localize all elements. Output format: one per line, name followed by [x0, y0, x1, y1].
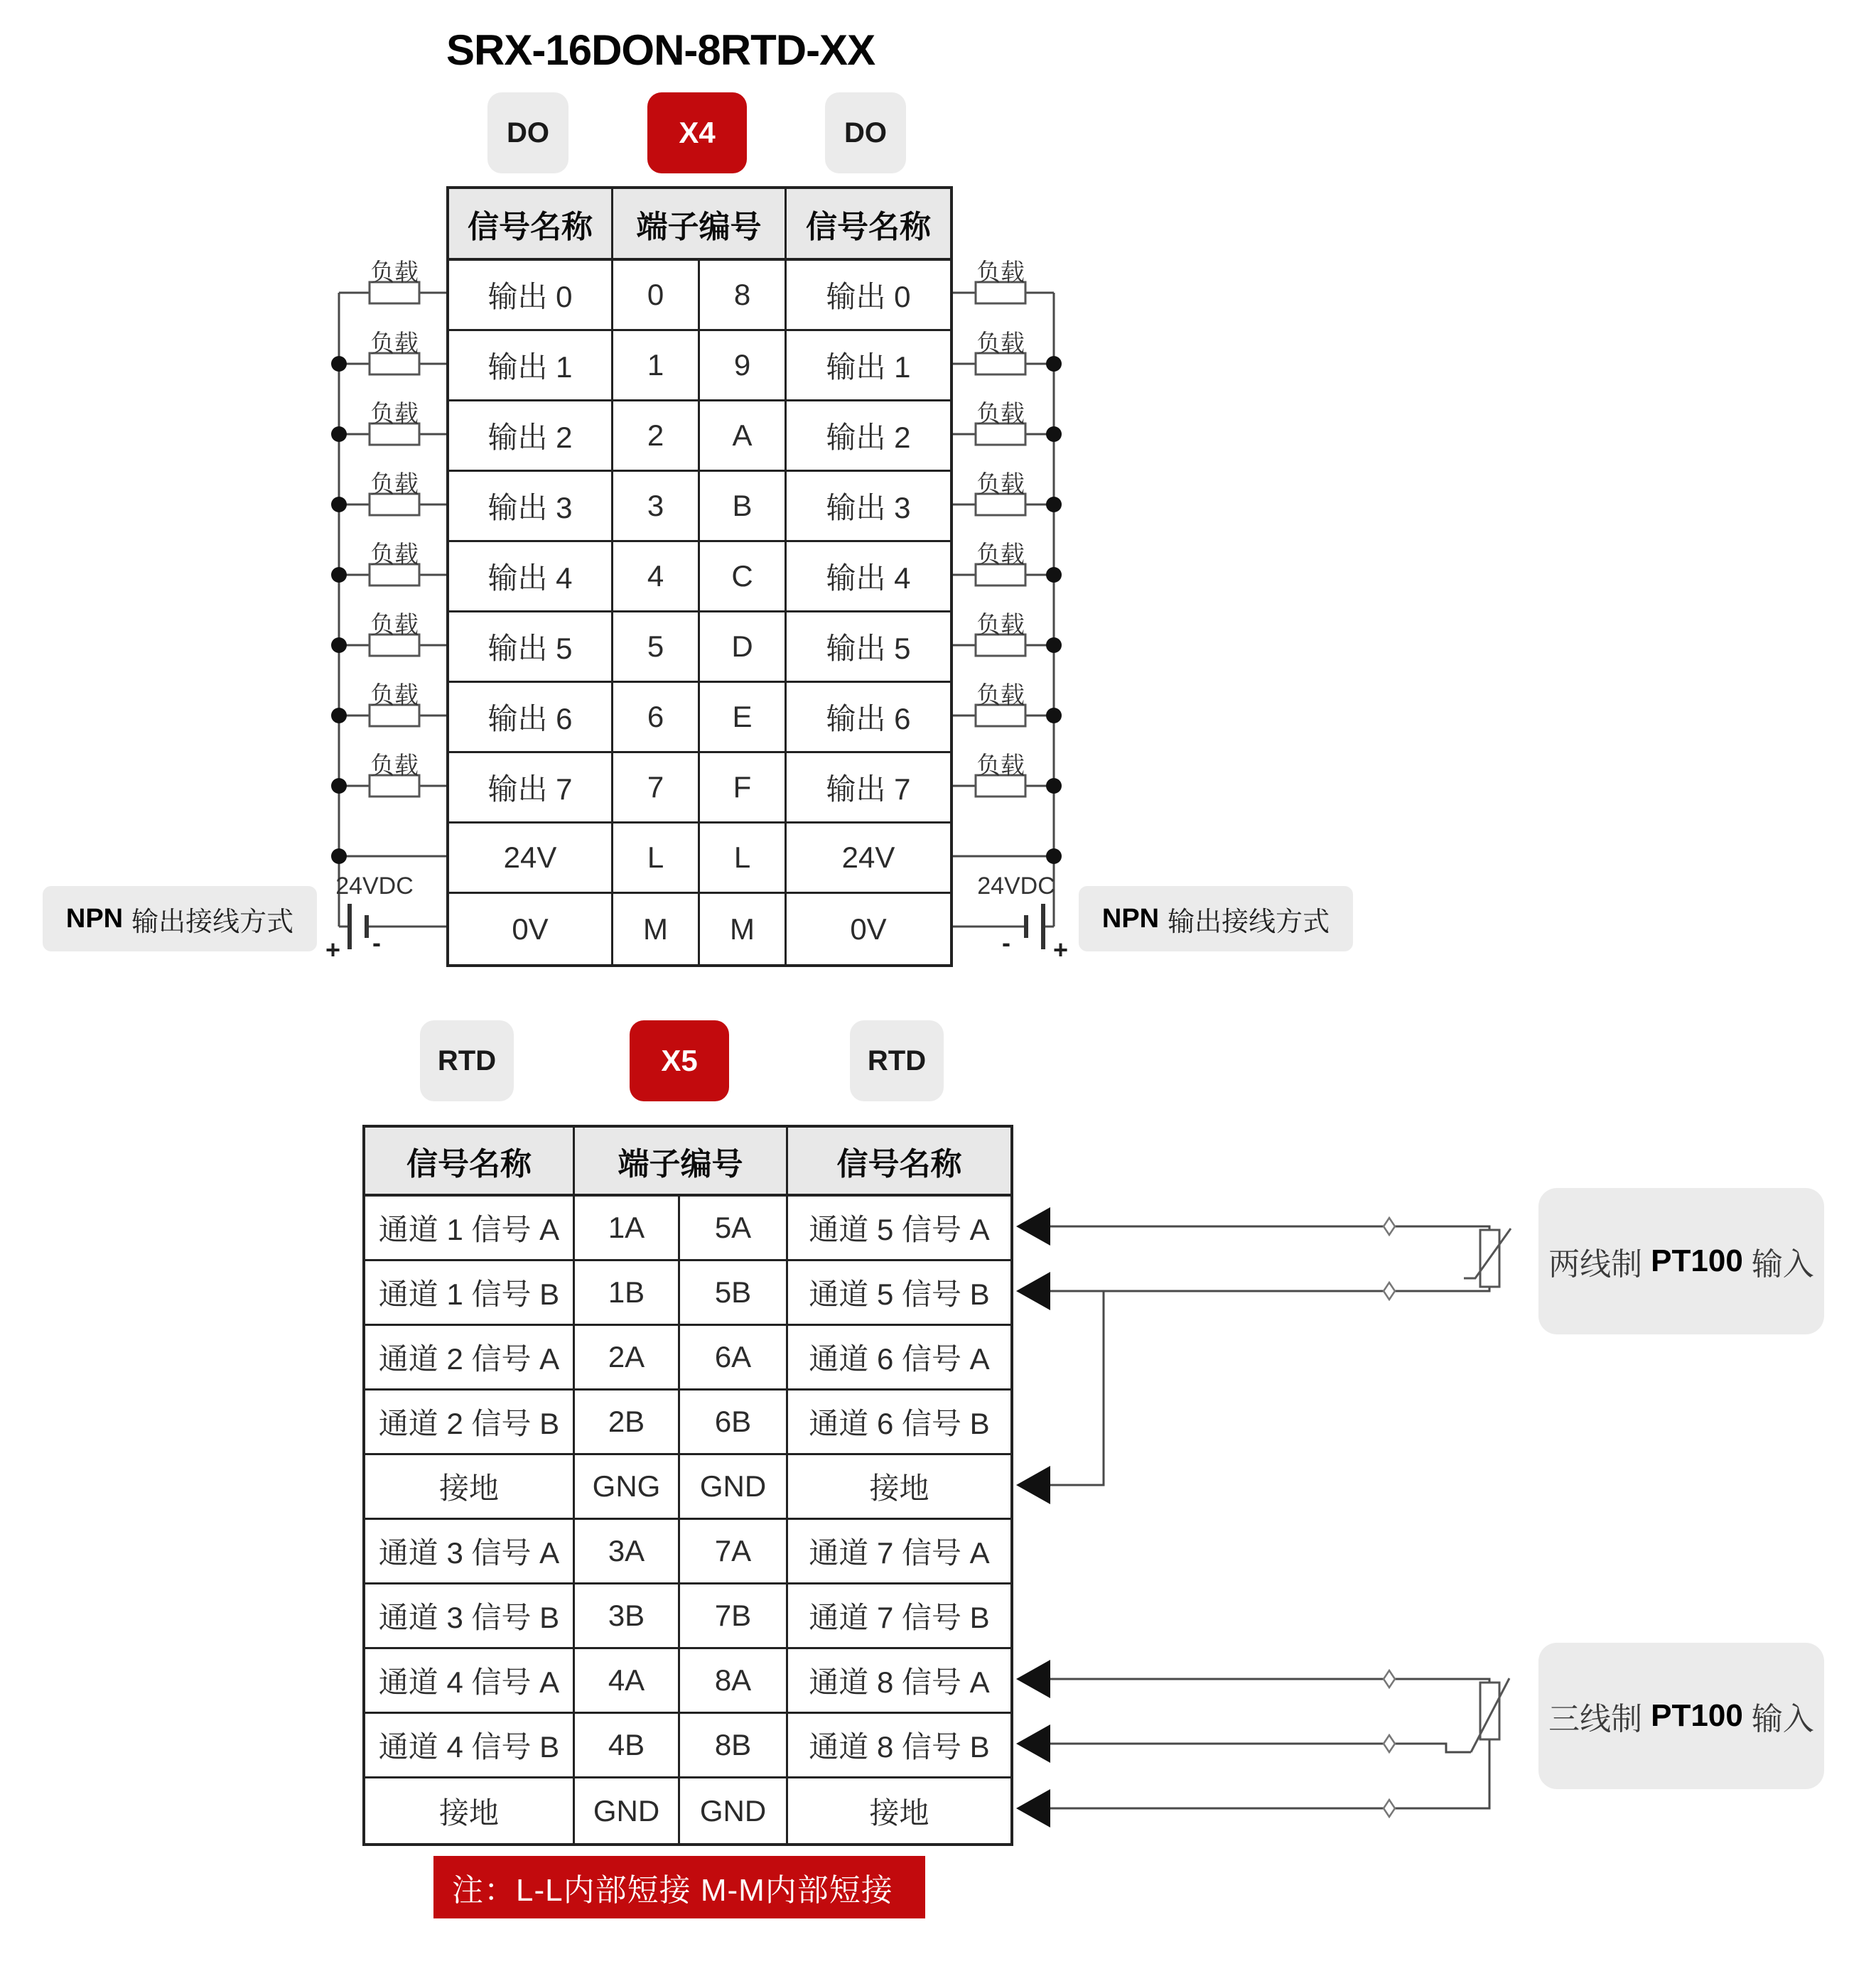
signal-name-cell: 输出 1: [787, 331, 950, 401]
signal-name-cell: 通道 7 信号 B: [788, 1584, 1010, 1649]
signal-name-cell: 输出 6: [787, 683, 950, 753]
terminal-number-cell: M: [613, 894, 700, 964]
load-label: 负载: [370, 682, 419, 709]
terminal-number-cell: 3A: [575, 1520, 680, 1584]
terminal-number-cell: 6B: [680, 1391, 788, 1455]
wire-connector-diamond-icon: [1384, 1218, 1395, 1235]
terminal-number-cell: B: [700, 472, 787, 542]
signal-name-cell: 接地: [365, 1455, 575, 1520]
terminal-number-cell: 4B: [575, 1714, 680, 1778]
pt100-label-prefix: 两线制: [1548, 1247, 1643, 1282]
signal-name-cell: 通道 6 信号 A: [788, 1326, 1010, 1391]
load-label: 负载: [370, 330, 419, 357]
load-label: 负载: [976, 330, 1025, 357]
terminal-number-cell: 2: [613, 401, 700, 472]
terminal-number-cell: 7: [613, 753, 700, 824]
terminal-number-cell: 1: [613, 331, 700, 401]
rtd-terminal-table: [362, 1125, 1013, 1846]
terminal-number-cell: 3B: [575, 1584, 680, 1649]
terminal-number-cell: 4A: [575, 1649, 680, 1714]
signal-name-cell: 输出 5: [787, 612, 950, 683]
terminal-number-cell: 1B: [575, 1261, 680, 1326]
input-arrow-icon: [1016, 1207, 1050, 1246]
terminal-number-cell: L: [700, 824, 787, 894]
pt100-wire: [1050, 1226, 1489, 1230]
terminal-number-cell: 1A: [575, 1197, 680, 1261]
input-arrow-icon: [1016, 1724, 1050, 1763]
signal-name-cell: 通道 8 信号 A: [788, 1649, 1010, 1714]
column-header-terminal-number: 端子编号: [575, 1128, 788, 1197]
connector-tag-x5: X5: [630, 1020, 729, 1101]
terminal-number-cell: L: [613, 824, 700, 894]
npn-wiring-label-right: [1079, 886, 1353, 951]
column-header-signal-name: 信号名称: [449, 189, 613, 261]
terminal-number-cell: 0: [613, 261, 700, 331]
load-label: 负载: [976, 752, 1025, 779]
load-label: 负载: [976, 259, 1025, 286]
signal-name-cell: 通道 7 信号 A: [788, 1520, 1010, 1584]
terminal-number-cell: 8B: [680, 1714, 788, 1778]
input-arrow-icon: [1016, 1466, 1050, 1504]
signal-name-cell: 通道 3 信号 B: [365, 1584, 575, 1649]
terminal-number-cell: 4: [613, 542, 700, 612]
terminal-number-cell: 6A: [680, 1326, 788, 1391]
battery-plus-sign: +: [1053, 935, 1069, 964]
terminal-number-cell: GNG: [575, 1455, 680, 1520]
connector-tag-do-left: DO: [487, 92, 568, 173]
terminal-number-cell: 5: [613, 612, 700, 683]
terminal-number-cell: GND: [680, 1778, 788, 1843]
terminal-number-cell: 2A: [575, 1326, 680, 1391]
junction-dot: [1046, 497, 1062, 512]
junction-dot: [331, 567, 347, 583]
terminal-number-cell: 2B: [575, 1391, 680, 1455]
signal-name-cell: 通道 3 信号 A: [365, 1520, 575, 1584]
signal-name-cell: 输出 0: [787, 261, 950, 331]
supply-voltage-label: 24VDC: [977, 873, 1055, 900]
signal-name-cell: 通道 2 信号 B: [365, 1391, 575, 1455]
signal-name-cell: 通道 5 信号 B: [788, 1261, 1010, 1326]
load-label: 负载: [976, 541, 1025, 568]
signal-name-cell: 通道 6 信号 B: [788, 1391, 1010, 1455]
load-label: 负载: [370, 752, 419, 779]
connector-tag-x4: X4: [647, 92, 747, 173]
load-label: 负载: [370, 541, 419, 568]
input-arrow-icon: [1016, 1660, 1050, 1698]
signal-name-cell: 输出 7: [449, 753, 613, 824]
terminal-number-cell: F: [700, 753, 787, 824]
terminal-number-cell: 8: [700, 261, 787, 331]
column-header-signal-name: 信号名称: [788, 1128, 1010, 1197]
signal-name-cell: 通道 5 信号 A: [788, 1197, 1010, 1261]
signal-name-cell: 输出 2: [787, 401, 950, 472]
signal-name-cell: 输出 3: [449, 472, 613, 542]
signal-name-cell: 通道 8 信号 B: [788, 1714, 1010, 1778]
terminal-number-cell: 5A: [680, 1197, 788, 1261]
load-label: 负载: [370, 471, 419, 498]
terminal-number-cell: GND: [575, 1778, 680, 1843]
signal-name-cell: 通道 1 信号 A: [365, 1197, 575, 1261]
terminal-number-cell: 3: [613, 472, 700, 542]
pt100-ground-branch-wire: [1050, 1291, 1104, 1485]
terminal-number-cell: M: [700, 894, 787, 964]
load-label: 负载: [976, 612, 1025, 639]
pt100-wire: [1050, 1287, 1489, 1291]
signal-name-cell: 输出 4: [449, 542, 613, 612]
pt100-label-strong: PT100: [1651, 1243, 1743, 1278]
signal-name-cell: 输出 3: [787, 472, 950, 542]
column-header-signal-name: 信号名称: [365, 1128, 575, 1197]
connector-tag-do-right: DO: [825, 92, 906, 173]
do-terminal-table: [446, 186, 953, 967]
battery-minus-sign: -: [1002, 928, 1010, 957]
load-label: 负载: [976, 682, 1025, 709]
junction-dot: [1046, 708, 1062, 723]
connector-tag-rtd-right: RTD: [850, 1020, 944, 1101]
junction-dot: [331, 426, 347, 442]
column-header-signal-name: 信号名称: [787, 189, 950, 261]
npn-label-text: 输出接线方式: [131, 907, 294, 937]
terminal-number-cell: D: [700, 612, 787, 683]
pt100-wire: [1050, 1739, 1489, 1808]
signal-name-cell: 输出 7: [787, 753, 950, 824]
page-title: SRX-16DON-8RTD-XX: [446, 26, 875, 74]
terminal-number-cell: 8A: [680, 1649, 788, 1714]
signal-name-cell: 输出 6: [449, 683, 613, 753]
wire-connector-diamond-icon: [1384, 1800, 1395, 1817]
signal-name-cell: 24V: [449, 824, 613, 894]
signal-name-cell: 输出 5: [449, 612, 613, 683]
pt100-two-wire-label: [1538, 1188, 1824, 1334]
pt100-label-prefix: 三线制: [1548, 1702, 1643, 1737]
junction-dot: [1046, 356, 1062, 372]
pt100-three-wire-label: [1538, 1643, 1824, 1789]
signal-name-cell: 0V: [449, 894, 613, 964]
terminal-number-cell: GND: [680, 1455, 788, 1520]
wire-connector-diamond-icon: [1384, 1283, 1395, 1300]
junction-dot: [1046, 778, 1062, 794]
signal-name-cell: 接地: [869, 1796, 929, 1830]
signal-name-cell: 输出 0: [449, 261, 613, 331]
junction-dot: [1046, 848, 1062, 864]
wire-connector-diamond-icon: [1384, 1735, 1395, 1752]
junction-dot: [331, 848, 347, 864]
npn-wiring-label-left: [43, 886, 317, 951]
signal-name-cell: 0V: [850, 912, 887, 946]
load-label: 负载: [370, 612, 419, 639]
terminal-number-cell: 7B: [680, 1584, 788, 1649]
junction-dot: [331, 497, 347, 512]
pt100-label-suffix: 输入: [1751, 1247, 1814, 1282]
npn-label-strong: NPN: [65, 903, 124, 934]
signal-name-cell: 接地: [788, 1455, 1010, 1520]
pt100-label-strong: PT100: [1651, 1698, 1743, 1733]
signal-name-cell: 24V: [787, 824, 950, 894]
terminal-number-cell: E: [700, 683, 787, 753]
wire-connector-diamond-icon: [1384, 1670, 1395, 1688]
supply-voltage-label: 24VDC: [335, 873, 414, 900]
connector-tag-rtd-left: RTD: [420, 1020, 514, 1101]
signal-name-cell: 通道 2 信号 A: [365, 1326, 575, 1391]
junction-dot: [1046, 426, 1062, 442]
terminal-number-cell: 9: [700, 331, 787, 401]
load-label: 负载: [976, 401, 1025, 428]
npn-label-strong: NPN: [1101, 903, 1160, 934]
terminal-number-cell: A: [700, 401, 787, 472]
signal-name-cell: 通道 4 信号 A: [365, 1649, 575, 1714]
battery-plus-sign: +: [325, 935, 341, 964]
pt100-label-suffix: 输入: [1751, 1702, 1814, 1737]
input-arrow-icon: [1016, 1272, 1050, 1310]
npn-label-text: 输出接线方式: [1168, 907, 1330, 937]
signal-name-cell: 通道 4 信号 B: [365, 1714, 575, 1778]
signal-name-cell: 输出 4: [787, 542, 950, 612]
signal-name-cell: 通道 1 信号 B: [365, 1261, 575, 1326]
junction-dot: [331, 356, 347, 372]
junction-dot: [1046, 637, 1062, 653]
junction-dot: [331, 778, 347, 794]
signal-name-cell: 输出 2: [449, 401, 613, 472]
terminal-number-cell: C: [700, 542, 787, 612]
junction-dot: [1046, 567, 1062, 583]
column-header-terminal-number: 端子编号: [613, 189, 787, 261]
load-label: 负载: [976, 471, 1025, 498]
terminal-number-cell: 7A: [680, 1520, 788, 1584]
load-label: 负载: [370, 259, 419, 286]
signal-name-cell: 接地: [365, 1778, 575, 1843]
load-label: 负载: [370, 401, 419, 428]
input-arrow-icon: [1016, 1789, 1050, 1827]
junction-dot: [331, 708, 347, 723]
junction-dot: [331, 637, 347, 653]
pt100-wire: [1050, 1679, 1489, 1683]
battery-minus-sign: -: [372, 928, 381, 957]
pt100-wire: [1050, 1744, 1471, 1752]
signal-name-cell: 输出 1: [449, 331, 613, 401]
terminal-number-cell: 6: [613, 683, 700, 753]
terminal-number-cell: 5B: [680, 1261, 788, 1326]
note-bar: 注：L-L内部短接 M-M内部短接: [433, 1856, 925, 1918]
